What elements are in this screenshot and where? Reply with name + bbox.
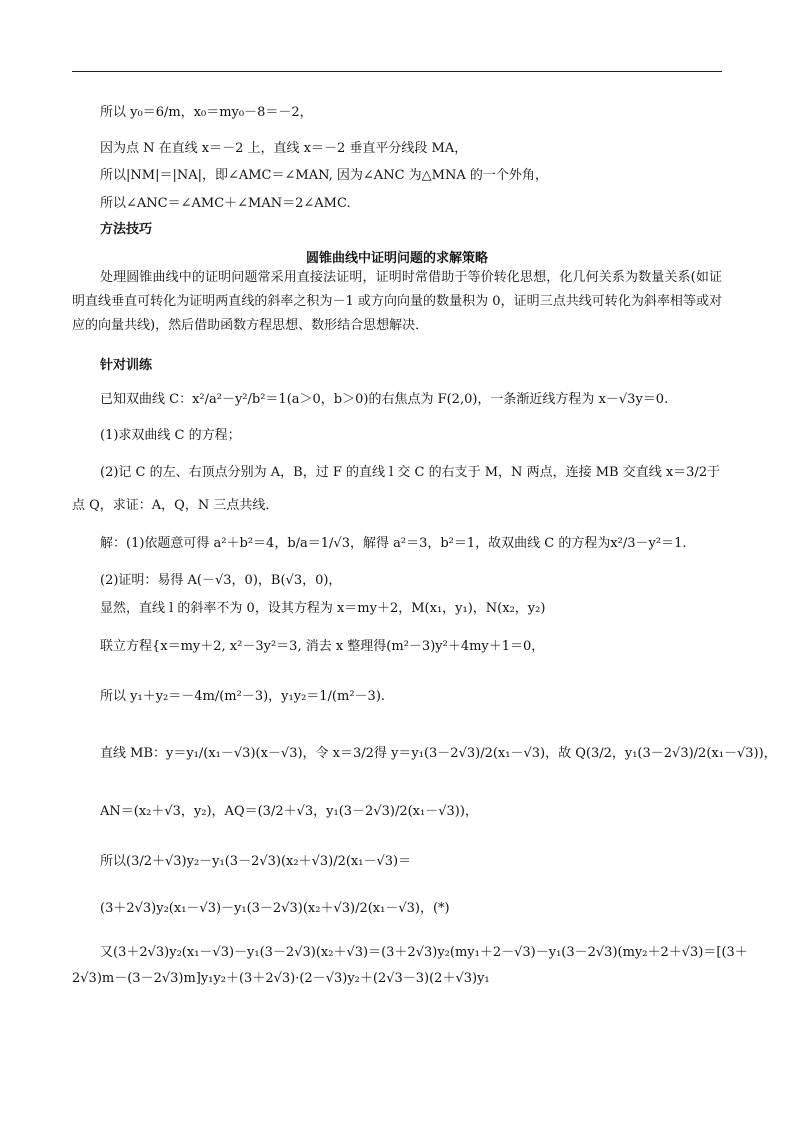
problem-part-2-cont: 点 Q，求证：A，Q，N 三点共线． — [72, 498, 279, 513]
solution-line: 显然，直线 l 的斜率不为 0，设其方程为 x＝my＋2，M(x₁，y₁)，N(x₂，y₂) — [100, 601, 546, 616]
paragraph-strategy: 处理圆锥曲线中的证明问题常采用直接法证明，证明时常借助于等价转化思想，化几何关系为数量关系(如证明直线垂直可转化为证明两直线的斜率之积为－1 或方向向量的数量积为 0，证明三点共线可转化为斜率相等或对应的向量共线)，然后借助函数方程思想、数形结合思想解决． — [72, 270, 722, 333]
text-line: 所以|NM|＝|NA|，即∠AMC＝∠MAN, 因为∠ANC 为△MNA 的一个外角， — [100, 168, 548, 183]
text-line: 所以∠ANC＝∠AMC＋∠MAN＝2∠AMC. — [100, 196, 351, 211]
solution-line: 联立方程{x＝my＋2, x²－3y²＝3, 消去 x 整理得(m²－3)y²＋4my＋1＝0， — [100, 639, 545, 654]
solution-line: (3＋2√3)y₂(x₁－√3)－y₁(3－2√3)(x₂＋√3)/2(x₁－√3)，(*) — [100, 901, 450, 916]
problem-statement: 已知双曲线 C：x²/a²－y²/b²＝1(a＞0，b＞0)的右焦点为 F(2,0)，一条渐近线方程为 x－√3y＝0. — [100, 392, 669, 407]
solution-line: 所以 y₁＋y₂＝－4m/(m²－3)，y₁y₂＝1/(m²－3). — [100, 689, 386, 704]
problem-part-1: (1)求双曲线 C 的方程； — [100, 428, 241, 443]
text-line: 因为点 N 在直线 x＝－2 上，直线 x＝－2 垂直平分线段 MA， — [100, 141, 468, 156]
solution-2: (2)证明：易得 A(－√3，0)，B(√3，0)， — [100, 573, 342, 588]
solution-line: 直线 MB：y＝y₁/(x₁－√3)(x－√3)，令 x＝3/2得 y＝y₁(3－2√3)/2(x₁－√3)，故 Q(3/2，y₁(3－2√3)/2(x₁－√3))， — [100, 746, 777, 761]
section-title: 圆锥曲线中证明问题的求解策略 — [305, 251, 488, 266]
solution-line: 又(3＋2√3)y₂(x₁－√3)－y₁(3－2√3)(x₂＋√3)＝(3＋2√3)y₂(my₁＋2－√3)－y₁(3－2√3)(my₂＋2＋√3)＝[(3＋ — [100, 945, 748, 960]
text-line: 所以 y₀＝6/m，x₀＝my₀－8＝－2， — [100, 105, 313, 120]
problem-part-2: (2)记 C 的左、右顶点分别为 A，B，过 F 的直线 l 交 C 的右支于 M，N 两点，连接 MB 交直线 x＝3/2于 — [100, 465, 721, 480]
section-heading-method: 方法技巧 — [100, 222, 153, 237]
solution-line: AN＝(x₂＋√3，y₂)，AQ＝(3/2＋√3，y₁(3－2√3)/2(x₁－√3))， — [100, 804, 478, 819]
header-rule — [72, 71, 722, 72]
section-heading-practice: 针对训练 — [100, 358, 153, 373]
solution-1: 解：(1)依题意可得 a²＋b²＝4，b/a＝1/√3，解得 a²＝3，b²＝1，故双曲线 C 的方程为x²/3－y²＝1. — [100, 536, 687, 551]
solution-line: 2√3)m－(3－2√3)m]y₁y₂＋(3＋2√3)·(2－√3)y₂＋(2√3－3)(2＋√3)y₁ — [72, 971, 490, 986]
solution-line: 所以(3/2＋√3)y₂－y₁(3－2√3)(x₂＋√3)/2(x₁－√3)＝ — [100, 854, 412, 869]
